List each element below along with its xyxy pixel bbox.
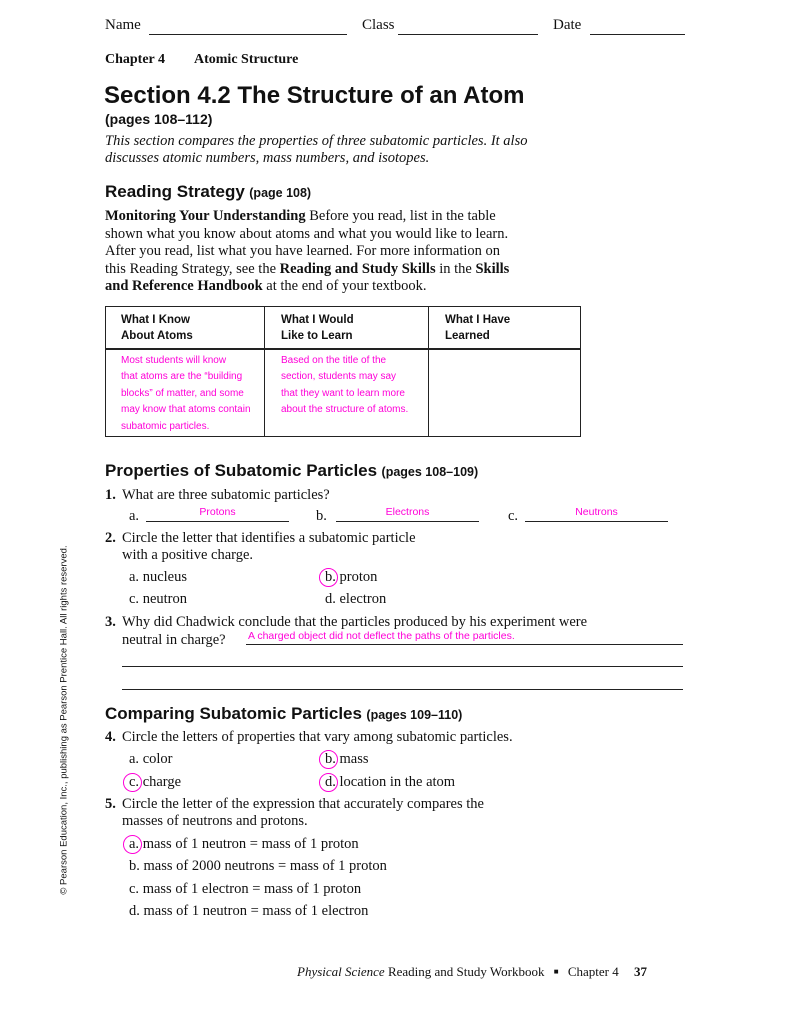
- q3-answer-line2[interactable]: [122, 666, 683, 667]
- kwl-know-line: that atoms are the “building: [121, 371, 243, 382]
- q2-d-text: electron: [339, 591, 387, 607]
- q2-c-text: neutron: [142, 591, 187, 607]
- kwl-know-line: blocks” of matter, and some: [121, 387, 244, 399]
- q4-d-answer-circle: [319, 773, 338, 792]
- page-number: 37: [633, 964, 647, 979]
- q1-b-label: b.: [316, 508, 327, 524]
- footer-book-rest: Reading and Study Workbook: [387, 964, 545, 979]
- section-pages: (pages 108–112): [105, 111, 213, 127]
- q4-c-answer-circle: [123, 773, 142, 792]
- date-label: Date: [553, 17, 582, 33]
- q2-d-letter: d.: [325, 591, 336, 607]
- chapter-title: Atomic Structure: [194, 52, 299, 67]
- kwl-want-line: section, students may say: [281, 371, 397, 382]
- kwl-header-know-line1: What I Know: [121, 314, 190, 326]
- kwl-header-row: [106, 307, 581, 349]
- q1-text: What are three subatomic particles?: [122, 487, 330, 503]
- kwl-header-want: [265, 307, 429, 349]
- properties-heading: [105, 461, 478, 481]
- q5-a-letter: a.: [129, 836, 140, 852]
- q5-a-answer-circle: [123, 835, 142, 854]
- q2-a-letter: a.: [129, 569, 140, 585]
- q5-c-text: mass of 1 electron = mass of 1 proton: [142, 881, 362, 897]
- q1-number: 1.: [105, 487, 116, 503]
- q1-b-blank[interactable]: [336, 521, 479, 522]
- q5-c-letter: c.: [129, 881, 140, 897]
- kwl-header-know-line2: About Atoms: [121, 330, 193, 342]
- q5-option-a[interactable]: [129, 836, 359, 853]
- reading-strategy-pages: (page 108): [249, 186, 312, 200]
- q5-b-text: mass of 2000 neutrons = mass of 1 proton: [143, 858, 387, 874]
- q4-d-letter: d.: [325, 774, 336, 790]
- side-copyright: © Pearson Education, Inc., publishing as Pearson Prentice Hall. All rights reserved.: [58, 545, 70, 895]
- q2-b-text: proton: [339, 569, 378, 585]
- section-title: Section 4.2 The Structure of an Atom: [104, 82, 525, 109]
- kwl-header-learned: [429, 307, 581, 349]
- q4-a-text: color: [142, 751, 173, 767]
- q4-b-answer-circle: [319, 750, 338, 769]
- kwl-want-line: Based on the title of the: [281, 354, 387, 366]
- strategy-line4-c: in the: [439, 260, 472, 277]
- footer-bullet: ■: [553, 967, 559, 976]
- q1-c-blank[interactable]: [525, 521, 668, 522]
- q5-b-letter: b.: [129, 858, 140, 874]
- strategy-line1: Before you read, list in the table: [309, 208, 496, 224]
- q5-option-c[interactable]: [129, 881, 361, 898]
- q2-a-text: nucleus: [142, 569, 187, 585]
- strategy-line2: shown what you know about atoms and what you would like to learn.: [105, 225, 509, 242]
- q4-number: 4.: [105, 729, 116, 745]
- reading-strategy-body: [105, 208, 605, 296]
- q4-text: Circle the letters of properties that vary among subatomic particles.: [122, 729, 513, 745]
- q2-option-d[interactable]: [325, 591, 386, 608]
- kwl-answer-row: [106, 349, 581, 437]
- strategy-lead: Monitoring Your Understanding: [105, 208, 306, 224]
- q4-b-text: mass: [339, 751, 369, 767]
- q4-option-a[interactable]: [129, 751, 172, 768]
- q5-line1: Circle the letter of the expression that accurately compares the: [122, 796, 484, 812]
- q5-d-text: mass of 1 neutron = mass of 1 electron: [143, 903, 369, 919]
- kwl-header-want-line2: Like to Learn: [281, 330, 353, 342]
- kwl-table: [105, 306, 581, 437]
- q5-line2: masses of neutrons and protons.: [122, 813, 308, 829]
- q5-d-letter: d.: [129, 903, 140, 919]
- q2-option-c[interactable]: [129, 591, 187, 608]
- kwl-cell-learned[interactable]: [429, 349, 581, 437]
- section-intro-line2: discusses atomic numbers, mass numbers, and isotopes.: [105, 150, 430, 166]
- q2-b-letter: b.: [325, 569, 336, 585]
- q5-a-text: mass of 1 neutron = mass of 1 proton: [142, 836, 359, 852]
- kwl-header-learned-line1: What I Have: [445, 314, 511, 326]
- q1-a-answer: Protons: [199, 506, 236, 518]
- kwl-header-know: [106, 307, 265, 349]
- strategy-line4-b: Reading and Study Skills: [279, 260, 436, 277]
- q2-b-answer-circle: [319, 568, 338, 587]
- q4-a-letter: a.: [129, 751, 140, 767]
- q1-a-blank[interactable]: [146, 521, 289, 522]
- kwl-know-line: subatomic particles.: [121, 420, 210, 432]
- q5-option-d[interactable]: [129, 903, 368, 920]
- q3-line2: neutral in charge?: [122, 632, 226, 648]
- properties-pages: (pages 108–109): [381, 465, 479, 479]
- name-field[interactable]: [149, 34, 347, 35]
- kwl-cell-know[interactable]: [106, 349, 265, 437]
- q1-b-answer: Electrons: [385, 506, 430, 518]
- q4-b-letter: b.: [325, 751, 336, 767]
- comparing-pages: (pages 109–110): [366, 708, 463, 722]
- reading-strategy-heading: [105, 182, 311, 202]
- properties-title: Properties of Subatomic Particles: [105, 461, 378, 480]
- chapter-number: Chapter 4: [105, 52, 166, 67]
- q2-option-a[interactable]: [129, 569, 187, 586]
- q3-answer-line3[interactable]: [122, 689, 683, 690]
- kwl-header-learned-line2: Learned: [445, 330, 490, 342]
- footer: [297, 964, 647, 980]
- kwl-header-want-line1: What I Would: [281, 314, 354, 326]
- q3-answer-line1[interactable]: [246, 644, 683, 645]
- name-label: Name: [105, 17, 141, 33]
- q1-c-answer: Neutrons: [575, 506, 618, 518]
- strategy-line3: After you read, list what you have learned. For more information on: [105, 243, 501, 259]
- footer-chapter: Chapter 4: [567, 964, 619, 979]
- q4-c-text: charge: [142, 774, 182, 790]
- kwl-want-line: that they want to learn more: [281, 387, 405, 399]
- section-intro-line1: This section compares the properties of three subatomic particles. It also: [105, 133, 528, 149]
- class-field[interactable]: [398, 34, 538, 35]
- q1-c-label: c.: [508, 508, 519, 524]
- strategy-line5-b: at the end of your textbook.: [266, 278, 427, 294]
- q2-line2: with a positive charge.: [122, 547, 254, 563]
- kwl-know-line: Most students will know: [121, 354, 227, 366]
- footer-book-title: Physical Science: [297, 964, 385, 979]
- kwl-want-line: about the structure of atoms.: [281, 404, 409, 415]
- q3-line1: Why did Chadwick conclude that the particles produced by his experiment were: [122, 614, 588, 630]
- strategy-line4-d: Skills: [475, 260, 510, 277]
- kwl-know-line: may know that atoms contain: [121, 404, 251, 415]
- q5-option-b[interactable]: [129, 858, 387, 875]
- comparing-title: Comparing Subatomic Particles: [105, 704, 362, 723]
- strategy-line4-a: this Reading Strategy, see the: [105, 260, 277, 277]
- q2-number: 2.: [105, 530, 116, 546]
- class-label: Class: [362, 17, 395, 33]
- q4-option-d[interactable]: [325, 774, 455, 791]
- q3-number: 3.: [105, 614, 116, 630]
- q1-a-label: a.: [129, 508, 140, 524]
- date-field[interactable]: [590, 34, 685, 35]
- reading-strategy-title: Reading Strategy: [105, 182, 245, 201]
- q3-answer: A charged object did not deflect the paths of the particles.: [248, 630, 515, 642]
- q2-line1: Circle the letter that identifies a subatomic particle: [122, 530, 416, 546]
- comparing-heading: [105, 704, 462, 724]
- q5-number: 5.: [105, 796, 116, 812]
- q2-c-letter: c.: [129, 591, 140, 607]
- q4-c-letter: c.: [129, 774, 140, 790]
- strategy-line5-a: and Reference Handbook: [105, 278, 263, 294]
- kwl-cell-want[interactable]: [265, 349, 429, 437]
- q4-d-text: location in the atom: [339, 774, 456, 790]
